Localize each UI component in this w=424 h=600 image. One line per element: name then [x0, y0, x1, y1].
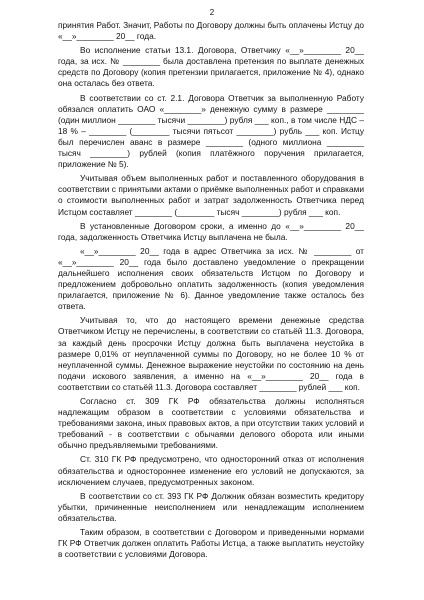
paragraph-work-acceptance: принятия Работ. Значит, Работы по Договору должны быть оплачены Истцу до «__»________ 20__ года.	[58, 20, 364, 42]
paragraph-claim-delivery: Во исполнение статьи 13.1. Договора, Ответчику «__»________ 20__ года, за исх. № ________ была доставлена претензия по выплате денежных средств по Договору (копия претензии прилагается, приложение № 4), однако она осталась без ответа.	[58, 45, 364, 89]
page-number: 2	[209, 8, 215, 17]
paragraph-article-309: Согласно ст. 309 ГК РФ обязательства должны исполняться надлежащим образом в соответствии с условиями обязательства и требованиями закона, иных правовых актов, а при отсутствии таких условий и требований - в соответствии с обычаями делового оборота или иными обычно предъявляемыми требованиями.	[58, 396, 364, 451]
paragraph-payment-obligation: В соответствии со ст. 2.1. Договора Ответчик за выполненную Работу обязался оплатить ОАО «________» денежную сумму в размере ________ (один миллион ________ тысячи ________) рубля ___ коп., в том числе НДС – 18 % – ________ (________ тысячи пятьсот ________) рубль ___ коп. Истцу был перечислен аванс в размере ________ (одного миллиона ________ тысяч ________) рублей (копия платёжного поручения прилагается, приложение № 5).	[58, 92, 364, 170]
paragraph-article-393: В соответствии со ст. 393 ГК РФ Должник обязан возместить кредитору убытки, причиненные неисполнением или ненадлежащим исполнением обязательства.	[58, 490, 364, 523]
paragraph-debt-amount: Учитывая объем выполненных работ и поставленного оборудования в соответствии с принятыми актами о приёмке выполненных работ и справками о стоимости выполненных работ и затрат задолженность Ответчика перед Истцом составляет ________ (________ тысяч ________) рубля ___ коп.	[58, 173, 364, 217]
paragraph-article-310: Ст. 310 ГК РФ предусмотрено, что односторонний отказ от исполнения обязательства и одностороннее изменение его условий не допускаются, за исключением случаев, предусмотренных законом.	[58, 454, 364, 487]
paragraph-penalty: Учитывая то, что до настоящего времени денежные средства Ответчиком Истцу не перечислены, в соответствии со статьёй 11.3. Договора, за каждый день просрочки Истцу должна быть выплачена неустойка в размере 0,01% от неуплаченной суммы по Договору, но не более 10 % от неуплаченной суммы. Денежное выражение неустойки по состоянию на день подачи искового заявления, а именно на «__»________ 20__ года в соответствии со статьёй 11.3. Договора составляет ________ рублей ___ коп.	[58, 315, 364, 392]
paragraph-conclusion: Таким образом, в соответствии с Договором и приведенными нормами ГК РФ Ответчик должен оплатить Работы Истца, а также выплатить неустойку в соответствии с условиями Договора.	[58, 527, 364, 560]
document-body	[58, 20, 364, 563]
paragraph-termination-notice: «__»________ 20__ года в адрес Ответчика за исх. № ________ от «__»________ 20__ года было доставлено уведомление о прекращении дальнейшего исполнения своих обязательств Истцом по Договору и предложением добровольно оплатить задолженность (копия уведомления прилагается, приложение № 6). Данное уведомление также осталось без ответа.	[58, 245, 364, 312]
paragraph-debt-unpaid: В установленные Договором сроки, а именно до «__»________ 20__ года, задолженность Ответчика Истцу выплачена не была.	[58, 220, 364, 242]
